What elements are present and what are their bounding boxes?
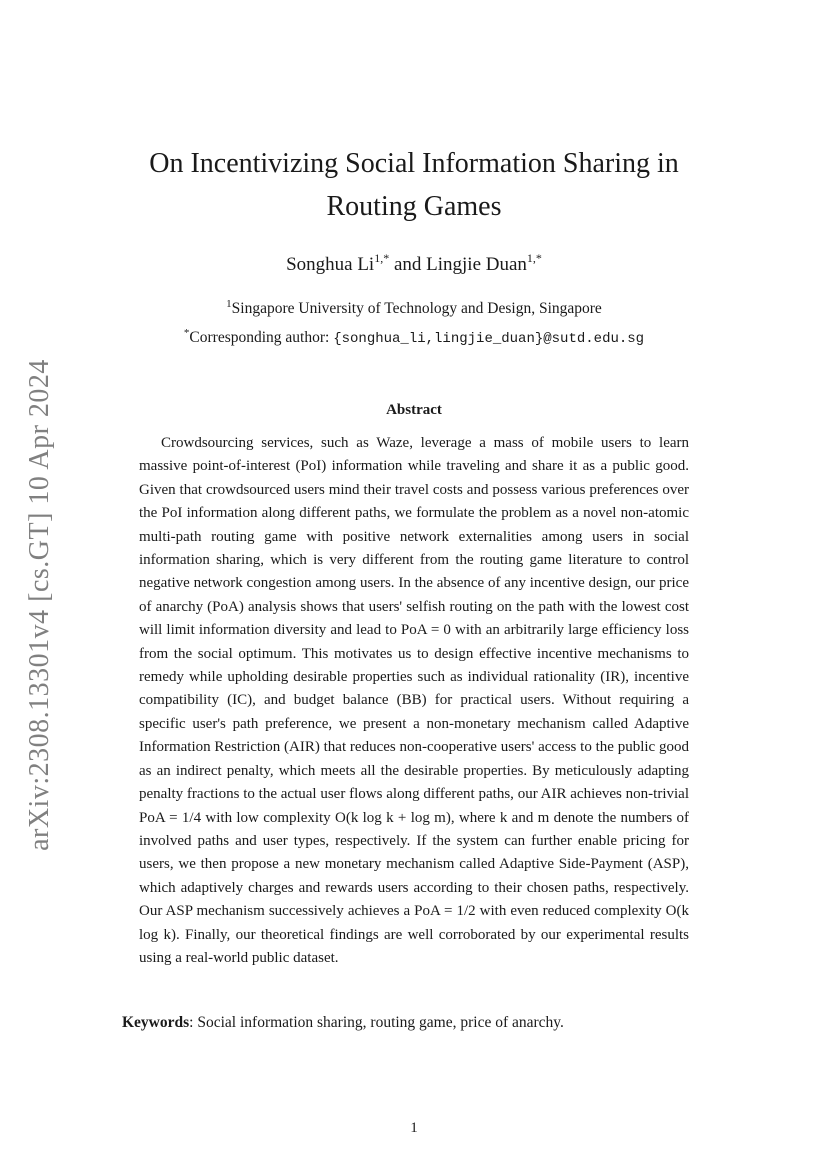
arxiv-stamp-text: arXiv:2308.13301v4 [cs.GT] 10 Apr 2024	[24, 359, 56, 851]
affiliation-mark: 1	[226, 298, 232, 310]
author-name: Songhua Li	[286, 254, 375, 275]
arxiv-stamp	[20, 360, 60, 850]
keywords-line	[122, 1014, 722, 1032]
corresponding-emails[interactable]: {songhua_li,lingjie_duan}@sutd.edu.sg	[333, 331, 645, 347]
author-affiliation-mark: 1,*	[526, 251, 542, 265]
affiliation-text: Singapore University of Technology and Design, Singapore	[231, 300, 602, 317]
corresponding-mark: *	[183, 327, 190, 339]
author-affiliation-mark: 1,*	[374, 251, 390, 265]
keywords-label: Keywords	[122, 1014, 190, 1031]
affiliation-block	[0, 292, 828, 351]
corresponding-label: Corresponding author:	[189, 329, 334, 346]
author-connector: and	[389, 254, 427, 275]
page-number: 1	[410, 1120, 418, 1136]
author-line	[0, 251, 828, 276]
author-name: Lingjie Duan	[426, 254, 527, 275]
corresponding-author-line	[0, 321, 828, 351]
paper-title: On Incentivizing Social Information Sharing in Routing Games	[149, 148, 679, 222]
keywords-text: : Social information sharing, routing game, price of anarchy.	[189, 1014, 564, 1031]
abstract-heading: Abstract	[386, 402, 442, 418]
abstract-body: Crowdsourcing services, such as Waze, leverage a mass of mobile users to learn massive point-of-interest (PoI) information while traveling and share it as a public good. Given that crowdsourced users mind their travel costs and possess various preferences over the PoI information along different paths, we formulate the problem as a novel non-atomic multi-path routing game with positive network externalities among users in social information sharing, which is very different from the routing game literature to control negative network congestion among users. In the absence of any incentive design, our price of anarchy (PoA) analysis shows that users' selfish routing on the path with the lowest cost will limit information diversity and lead to PoA = 0 with an arbitrarily large efficiency loss from the social optimum. This motivates us to design effective incentive mechanisms to remedy while upholding desirable properties such as individual rationality (IR), incentive compatibility (IC), and budget balance (BB) for practical users. Without requiring a specific user's path preference, we present a non-monetary mechanism called Adaptive Information Restriction (AIR) that reduces non-cooperative users' access to the public good as an indirect penalty, which meets all the desirable properties. By meticulously adapting penalty fractions to the actual user flows along different paths, our AIR achieves non-trivial PoA = 1/4 with low complexity O(k log k + log m), where k and m denote the numbers of involved paths and user types, respectively. If the system can further enable pricing for users, we then propose a new monetary mechanism called Adaptive Side-Payment (ASP), which adaptively charges and rewards users according to their chosen paths, respectively. Our ASP mechanism successively achieves a PoA = 1/2 with even reduced complexity O(k log k). Finally, our theoretical findings are well corroborated by our experimental results using a real-world public dataset.	[139, 435, 689, 966]
affiliation-line	[0, 292, 828, 321]
